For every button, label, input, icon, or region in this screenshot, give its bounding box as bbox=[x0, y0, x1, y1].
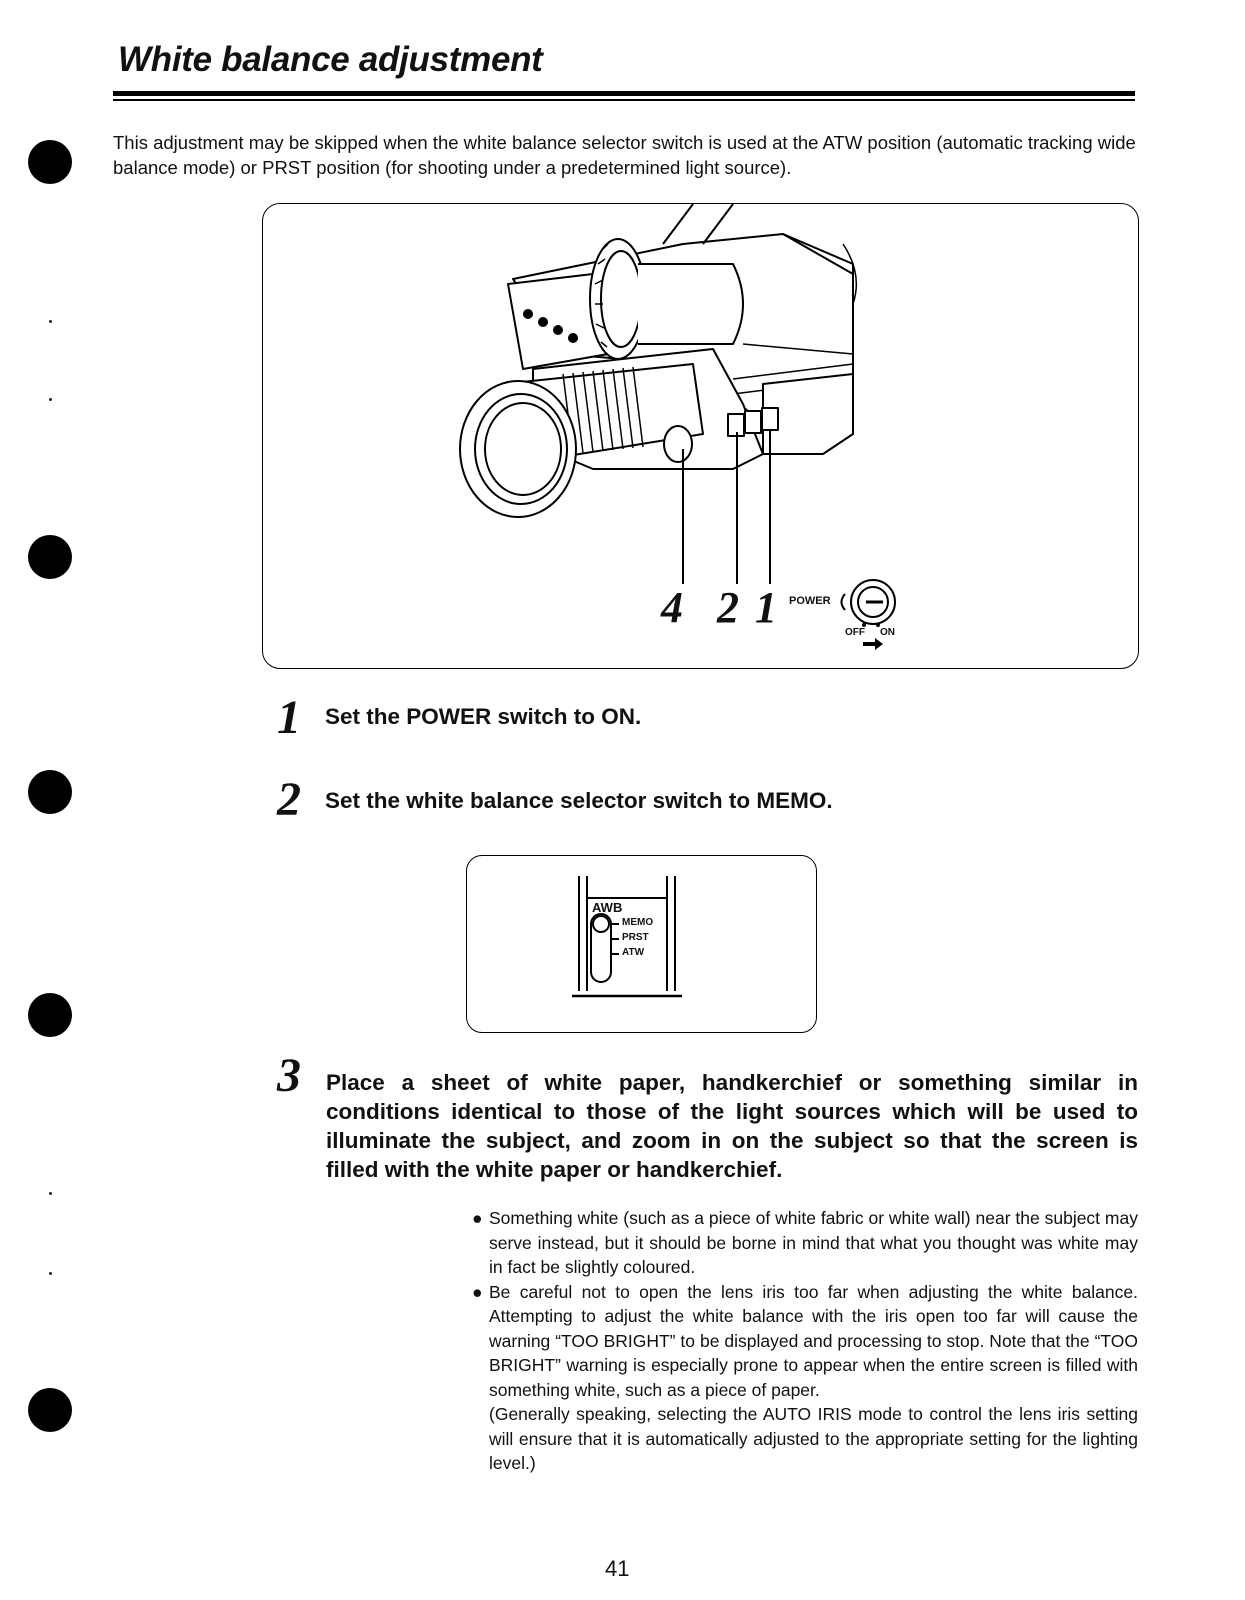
note-text: Something white (such as a piece of white fabric or white wall) near the subject may serve instead, but it should be borne in mind that what you thought was white may in fact be slightly coloured. bbox=[489, 1208, 1138, 1277]
callout-4: 4 bbox=[661, 583, 683, 632]
callout-2: 2 bbox=[717, 583, 739, 632]
awb-position-atw: ATW bbox=[622, 947, 645, 958]
note-item bbox=[471, 1280, 1138, 1403]
awb-switch-figure bbox=[466, 855, 817, 1033]
speck bbox=[49, 1192, 52, 1195]
step-2-number: 2 bbox=[277, 773, 301, 826]
notes-list bbox=[471, 1206, 1138, 1476]
binder-hole bbox=[28, 535, 72, 579]
power-switch-icon bbox=[842, 580, 896, 650]
binder-hole bbox=[28, 140, 72, 184]
step-3-number: 3 bbox=[277, 1049, 301, 1102]
step-1-text: Set the POWER switch to ON. bbox=[325, 704, 642, 729]
note-parenthetical: (Generally speaking, selecting the AUTO IRIS mode to control the lens iris setting will ensure that it is automatically adjusted to the appropriate setting for the lighting level.) bbox=[489, 1404, 1138, 1473]
note-text: Be careful not to open the lens iris too far when adjusting the white balance. Attempting to adjust the white balance with the iris open too far will cause the warning “TOO BRIGHT” to be displayed and processing to stop. Note that the “TOO BRIGHT” warning is especially prone to appear when the entire screen is filled with something white, such as a piece of paper. bbox=[489, 1281, 1138, 1400]
speck bbox=[49, 320, 52, 323]
title-rule bbox=[113, 91, 1135, 96]
awb-position-prst: PRST bbox=[622, 932, 649, 943]
on-label: ON bbox=[880, 627, 895, 638]
binder-hole bbox=[28, 770, 72, 814]
page-title: White balance adjustment bbox=[118, 40, 543, 79]
awb-switch-illustration bbox=[467, 856, 818, 1034]
step-2-text: Set the white balance selector switch to MEMO. bbox=[325, 788, 833, 813]
awb-position-memo: MEMO bbox=[622, 917, 654, 928]
note-item bbox=[471, 1206, 1138, 1280]
callout-1: 1 bbox=[755, 583, 777, 632]
title-rule-thin bbox=[113, 99, 1135, 101]
speck bbox=[49, 1272, 52, 1275]
binder-hole bbox=[28, 1388, 72, 1432]
camera-illustration bbox=[263, 204, 1140, 670]
off-label: OFF bbox=[845, 627, 865, 638]
power-label: POWER bbox=[789, 595, 831, 607]
bullet-dot: ● bbox=[472, 1281, 483, 1302]
camera-figure bbox=[262, 203, 1139, 669]
page-number: 41 bbox=[605, 1556, 630, 1581]
awb-label: AWB bbox=[592, 900, 623, 915]
step-1-number: 1 bbox=[277, 691, 301, 744]
intro-paragraph: This adjustment may be skipped when the white balance selector switch is used at the ATW position (automatic tracking wide balance mode) or PRST position (for shooting under a predetermined light source). bbox=[113, 132, 1136, 178]
binder-hole bbox=[28, 993, 72, 1037]
bullet-dot: ● bbox=[472, 1208, 483, 1228]
step-3-text: Place a sheet of white paper, handkerchief or something similar in conditions identical to those of the light sources which will be used to illuminate the subject, and zoom in on the subject so that the screen is filled with the white paper or handkerchief. bbox=[326, 1070, 1138, 1182]
speck bbox=[49, 398, 52, 401]
